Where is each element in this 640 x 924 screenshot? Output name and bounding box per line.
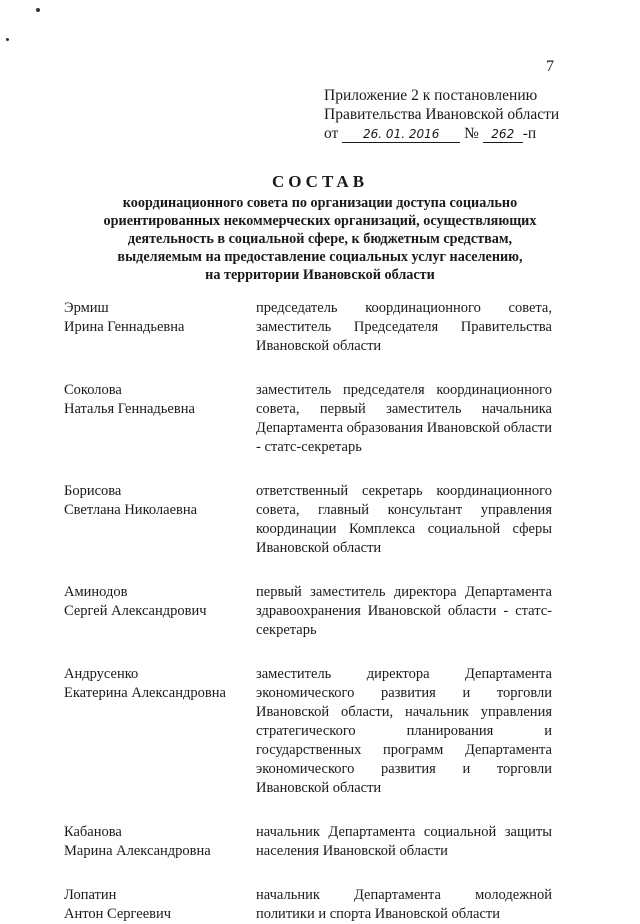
- handwritten-date: 26. 01. 2016: [342, 127, 460, 143]
- member-role: начальник Департамента социальной защиты населения Ивановской области: [256, 824, 552, 859]
- date-prefix: от: [324, 125, 339, 142]
- member-given-name: Сергей Александрович: [64, 603, 207, 619]
- member-given-name: Антон Сергеевич: [64, 906, 172, 922]
- member-entry: [64, 482, 554, 558]
- member-surname: Лопатин: [64, 887, 117, 903]
- member-role: первый заместитель директора Департамента здравоохранения Ивановской области - статс-секретарь: [256, 584, 552, 638]
- subtitle-line: координационного совета по организации доступа социально: [122, 195, 518, 211]
- member-name: [64, 299, 256, 356]
- member-name: [64, 886, 256, 924]
- appendix-date-line: [324, 124, 556, 143]
- member-entry: [64, 381, 554, 457]
- member-name: [64, 823, 256, 861]
- member-entry: [64, 299, 554, 356]
- member-name: [64, 482, 256, 558]
- member-given-name: Ирина Геннадьевна: [64, 319, 185, 335]
- member-role: ответственный секретарь координационного совета, главный консультант управления координации Комплекса социальной сферы Ивановской области: [256, 483, 552, 556]
- member-role: начальник Департамента молодежной политики и спорта Ивановской области: [256, 887, 552, 922]
- member-surname: Кабанова: [64, 824, 122, 840]
- member-given-name: Наталья Геннадьевна: [64, 401, 195, 417]
- member-surname: Соколова: [64, 382, 122, 398]
- subtitle-line: ориентированных некоммерческих организаций, осуществляющих: [103, 213, 537, 229]
- member-surname: Андрусенко: [64, 666, 139, 682]
- member-role: заместитель председателя координационного совета, первый заместитель начальника Департамента образования Ивановской области - статс-секретарь: [256, 382, 552, 455]
- member-entry: [64, 823, 554, 861]
- appendix-line-2: Правительства Ивановской области: [324, 106, 560, 123]
- scan-dot-mark: [36, 8, 40, 12]
- scan-dot-mark: [6, 38, 9, 41]
- document-title: СОСТАВ: [271, 172, 369, 191]
- member-given-name: Екатерина Александровна: [64, 685, 226, 701]
- appendix-header: [324, 86, 560, 143]
- member-name: [64, 381, 256, 457]
- member-surname: Эрмиш: [64, 300, 109, 316]
- member-entry: [64, 583, 554, 640]
- number-sign: №: [464, 125, 479, 142]
- document-subtitle: [60, 194, 580, 284]
- member-role: председатель координационного совета, заместитель Председателя Правительства Ивановской области: [256, 300, 552, 354]
- member-given-name: Марина Александровна: [64, 843, 211, 859]
- subtitle-line: на территории Ивановской области: [205, 267, 435, 283]
- members-list: [64, 299, 554, 924]
- member-role: заместитель директора Департамента экономического развития и торговли Ивановской области, начальник управления стратегического планирования и государственных программ Департамента экономического развития и торговли Ивановской области: [256, 666, 552, 796]
- member-surname: Борисова: [64, 483, 122, 499]
- subtitle-line: выделяемым на предоставление социальных услуг населению,: [117, 249, 523, 265]
- member-surname: Аминодов: [64, 584, 128, 600]
- page-number: 7: [546, 58, 554, 75]
- member-given-name: Светлана Николаевна: [64, 502, 198, 518]
- member-name: [64, 583, 256, 640]
- member-entry: [64, 886, 554, 924]
- subtitle-line: деятельность в социальной сфере, к бюджетным средствам,: [127, 231, 513, 247]
- number-suffix: -п: [522, 125, 537, 142]
- member-name: [64, 665, 256, 798]
- handwritten-number: 262: [483, 127, 523, 143]
- appendix-line-1: Приложение 2 к постановлению: [324, 87, 538, 104]
- member-entry: [64, 665, 554, 798]
